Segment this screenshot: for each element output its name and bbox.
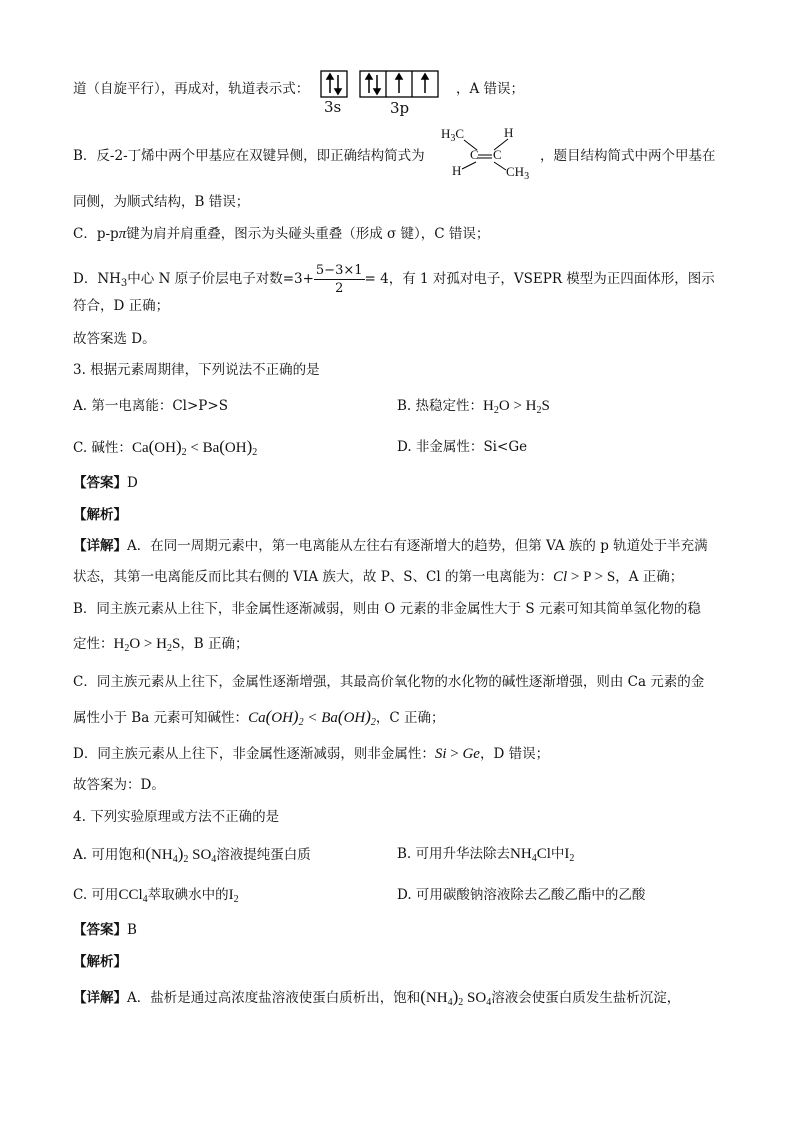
struct-h3c: $H_3C$ xyxy=(441,126,465,144)
q4-option-b: B. 可用升华法除去$NH_4Cl$中$I_2$ xyxy=(397,846,575,864)
question-3-stem: 3. 根据元素周期律，下列说法不正确的是 xyxy=(73,362,320,378)
text-line: C．同主族元素从上往下，金属性逐渐增强，其最高价氧化物的水化物的碱性逐渐增强，则由 Ca 元素的金 xyxy=(73,674,705,690)
text-line: B．反-2-丁烯中两个甲基应在双键异侧，即正确结构简式为 xyxy=(73,148,425,164)
text-line: D．$NH_3$中心 N 原子价层电子对数=3+ $\frac{5-3\times 1}{2}$ = 4，有 1 对孤对电子，VSEPR 模型为正四面体形，图示 xyxy=(73,263,715,296)
text-line: 道（自旋平行），再成对，轨道表示式： xyxy=(73,81,310,97)
orbital-label-3s: 3s xyxy=(324,98,342,116)
q3-option-d: D. 非金属性：Si<Ge xyxy=(397,439,528,455)
text-line: 状态，其第一电离能反而比其右侧的 VIA 族大，故 P、S、Cl 的第一电离能为：Cl > P > S，A 正确； xyxy=(73,569,684,585)
q3-option-c: C. 碱性：$Ca(OH)_2 < Ba(OH)_2$ xyxy=(73,437,258,458)
text-line: 【详解】A．在同一周期元素中，第一电离能从左往右有逐渐增大的趋势，但第 VA 族的 p 轨道处于半充满 xyxy=(73,538,708,554)
text-line: 属性小于 Ba 元素可知碱性：$Ca(OH)_2 < Ba(OH)_2$，C 正确； xyxy=(73,707,445,728)
trans-2-butene-structure xyxy=(438,122,538,182)
text-line: D．同主族元素从上往下，非金属性逐渐减弱，则非金属性：Si > Ge，D 错误； xyxy=(73,746,550,762)
struct-h-top: H xyxy=(504,125,514,140)
q3-option-a: A. 第一电离能：Cl>P>S xyxy=(73,398,228,414)
orbital-diagram xyxy=(320,70,456,118)
text-line: ，A 错误； xyxy=(456,81,525,97)
text-line: 同侧，为顺式结构，B 错误； xyxy=(73,194,250,210)
q4-option-d: D. 可用碳酸钠溶液除去乙酸乙酯中的乙酸 xyxy=(397,887,646,903)
text-line: 故答案为：D。 xyxy=(73,777,165,793)
text-line: C．p-pπ键为肩并肩重叠，图示为头碰头重叠（形成 σ 键），C 错误； xyxy=(73,226,490,242)
q4-analysis-tag: 【解析】 xyxy=(73,954,127,970)
struct-c1: C xyxy=(470,147,479,162)
struct-h-bottom: H xyxy=(452,163,462,178)
text-line: 【详解】A．盐析是通过高浓度盐溶液使蛋白质析出，饱和$(NH_4)_2$ $SO_4$溶液会使蛋白质发生盐析沉淀， xyxy=(73,987,681,1008)
text-line: 符合，D 正确； xyxy=(73,298,170,314)
q4-option-c: C. 可用CCl$_4$萃取碘水中的$I_2$ xyxy=(73,887,239,905)
fraction: $\frac{5-3\times 1}{2}$ xyxy=(315,263,363,296)
question-4-stem: 4. 下列实验原理或方法不正确的是 xyxy=(73,809,280,825)
q3-analysis-tag: 【解析】 xyxy=(73,507,127,523)
text-line: ，题目结构简式中两个甲基在 xyxy=(540,148,716,164)
text-line: 定性：$H_2O > H_2S$，B 正确； xyxy=(73,636,249,654)
text-line: B．同主族元素从上往下，非金属性逐渐减弱，则由 O 元素的非金属性大于 S 元素可知其简单氢化物的稳 xyxy=(73,601,701,617)
q3-answer: 【答案】D xyxy=(73,475,138,491)
struct-ch3: $CH_3$ xyxy=(506,164,530,182)
q4-answer: 【答案】B xyxy=(73,922,137,938)
q3-option-b: B. 热稳定性：$H_2O > H_2S$ xyxy=(397,398,550,416)
text-line: 故答案选 D。 xyxy=(73,331,156,347)
q4-option-a: A. 可用饱和$(NH_4)_2$ $SO_4$溶液提纯蛋白质 xyxy=(73,844,311,865)
orbital-label-3p: 3p xyxy=(390,99,410,117)
struct-c2: C xyxy=(493,147,502,162)
